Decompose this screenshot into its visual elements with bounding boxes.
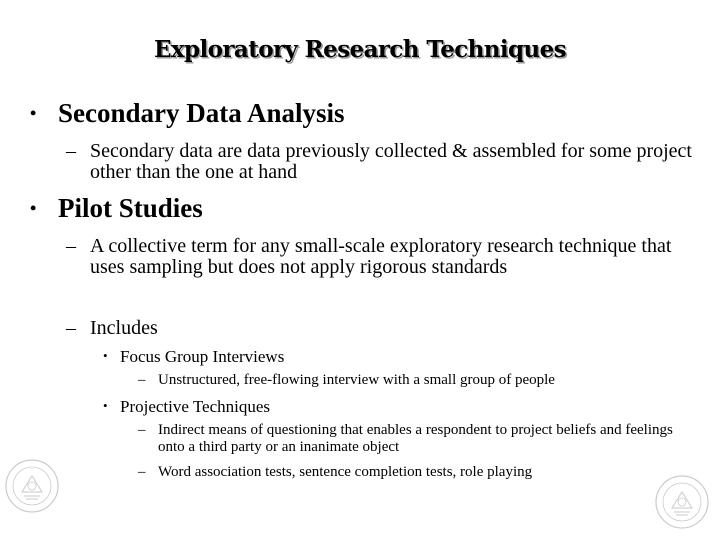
- subitem-focus-group: [103, 346, 284, 366]
- dash: –: [66, 317, 76, 339]
- bullet: •: [103, 398, 108, 413]
- detail-projective-indirect: [138, 422, 698, 456]
- university-seal-icon: [654, 474, 710, 530]
- section-heading-text: Pilot Studies: [58, 193, 203, 223]
- bullet: •: [30, 103, 37, 123]
- point-pilot-studies-definition: [66, 236, 696, 278]
- point-text: Includes: [90, 317, 158, 339]
- detail-text: Unstructured, free-flowing interview with a small group of people: [158, 372, 555, 388]
- section-heading-text: Secondary Data Analysis: [58, 98, 345, 128]
- subitem-text: Focus Group Interviews: [120, 347, 285, 366]
- subitem-text: Projective Techniques: [120, 397, 271, 416]
- point-text: Secondary data are data previously collected & assembled for some project other than the one at hand: [90, 140, 692, 183]
- dash: –: [138, 464, 146, 480]
- point-text: A collective term for any small-scale exploratory research technique that uses sampling but does not apply rigorous standards: [90, 235, 672, 278]
- point-secondary-data-definition: [66, 141, 696, 183]
- detail-text: Word association tests, sentence completion tests, role playing: [158, 464, 533, 480]
- university-seal-icon: [4, 458, 60, 514]
- section-heading-pilot-studies: [30, 193, 203, 223]
- bullet: •: [103, 348, 108, 363]
- subitem-projective-techniques: [103, 396, 270, 416]
- dash: –: [66, 235, 76, 257]
- dash: –: [66, 140, 76, 162]
- dash: –: [138, 422, 146, 438]
- section-heading-secondary-data: [30, 98, 345, 128]
- dash: –: [138, 372, 146, 388]
- detail-focus-group: [138, 372, 698, 389]
- detail-projective-examples: [138, 464, 698, 481]
- bullet: •: [30, 198, 37, 218]
- slide-title: Exploratory Research Techniques: [153, 36, 567, 63]
- point-includes: [66, 318, 696, 339]
- detail-text: Indirect means of questioning that enables a respondent to project beliefs and feelings onto a third party or an inanimate object: [158, 422, 673, 455]
